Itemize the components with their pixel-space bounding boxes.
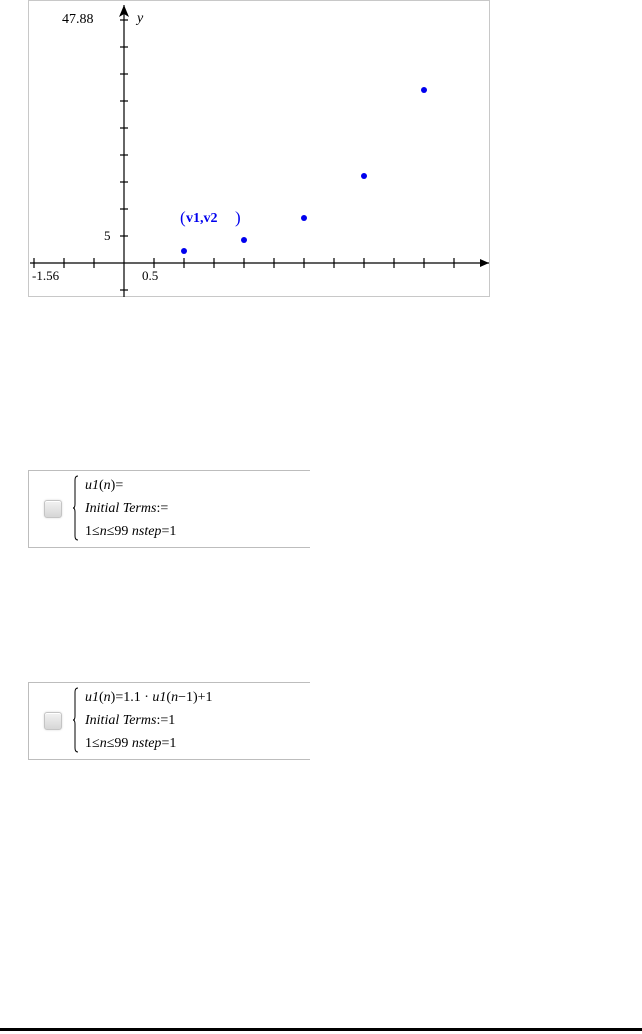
initial-terms-value: :=1 — [156, 713, 176, 728]
x-min-label: -1.56 — [32, 268, 60, 283]
initial-terms-line[interactable] — [85, 501, 168, 517]
function-variable: n — [103, 478, 111, 493]
brace-icon — [73, 687, 79, 753]
y-axis-variable: y — [137, 11, 144, 26]
x-tick-label: 0.5 — [142, 268, 159, 283]
function-variable: n — [103, 690, 111, 705]
point-label — [180, 208, 241, 227]
point-label-close-paren: ) — [235, 208, 241, 227]
initial-terms-line[interactable] — [85, 713, 175, 729]
sequence-entry-empty[interactable] — [28, 470, 310, 548]
data-point[interactable] — [421, 87, 427, 93]
function-name: u1 — [85, 690, 99, 705]
sequence-entry-filled[interactable] — [28, 682, 310, 760]
graph-panel[interactable] — [28, 0, 490, 297]
y-tick-label: 5 — [104, 228, 111, 243]
data-point[interactable] — [301, 215, 307, 221]
scatter-points — [181, 87, 427, 254]
initial-terms-label: Initial Terms — [85, 713, 157, 728]
function-name: u1 — [85, 478, 99, 493]
sequence-checkbox[interactable] — [44, 500, 62, 518]
initial-terms-value: := — [156, 501, 169, 516]
sequence-formula-line[interactable]: u1(n)=1.1 · u1(n−1)+1 — [85, 690, 213, 705]
brace-icon — [73, 475, 79, 541]
graph-canvas[interactable] — [29, 1, 491, 298]
nstep-value: =1 — [161, 736, 177, 751]
page-bottom-rule — [0, 1028, 642, 1031]
point-label-open-paren: ( — [180, 208, 186, 227]
formula-rhs: = — [115, 478, 124, 493]
data-point[interactable] — [361, 173, 367, 179]
nstep-value: =1 — [161, 524, 177, 539]
domain-line[interactable]: 1≤n≤99 nstep=1 — [85, 524, 177, 539]
y-max-label: 47.88 — [62, 12, 94, 27]
nstep-label: nstep — [131, 736, 162, 751]
sequence-checkbox[interactable] — [44, 712, 62, 730]
data-point[interactable] — [181, 248, 187, 254]
initial-terms-label: Initial Terms — [85, 501, 157, 516]
data-point[interactable] — [241, 237, 247, 243]
axes — [30, 5, 489, 297]
nstep-label: nstep — [131, 524, 162, 539]
domain-line[interactable]: 1≤n≤99 nstep=1 — [85, 736, 177, 751]
x-axis-arrow-icon — [480, 259, 489, 267]
sequence-formula-line[interactable]: u1(n)= — [85, 478, 124, 493]
point-label-text: v1,v2 — [186, 211, 218, 226]
